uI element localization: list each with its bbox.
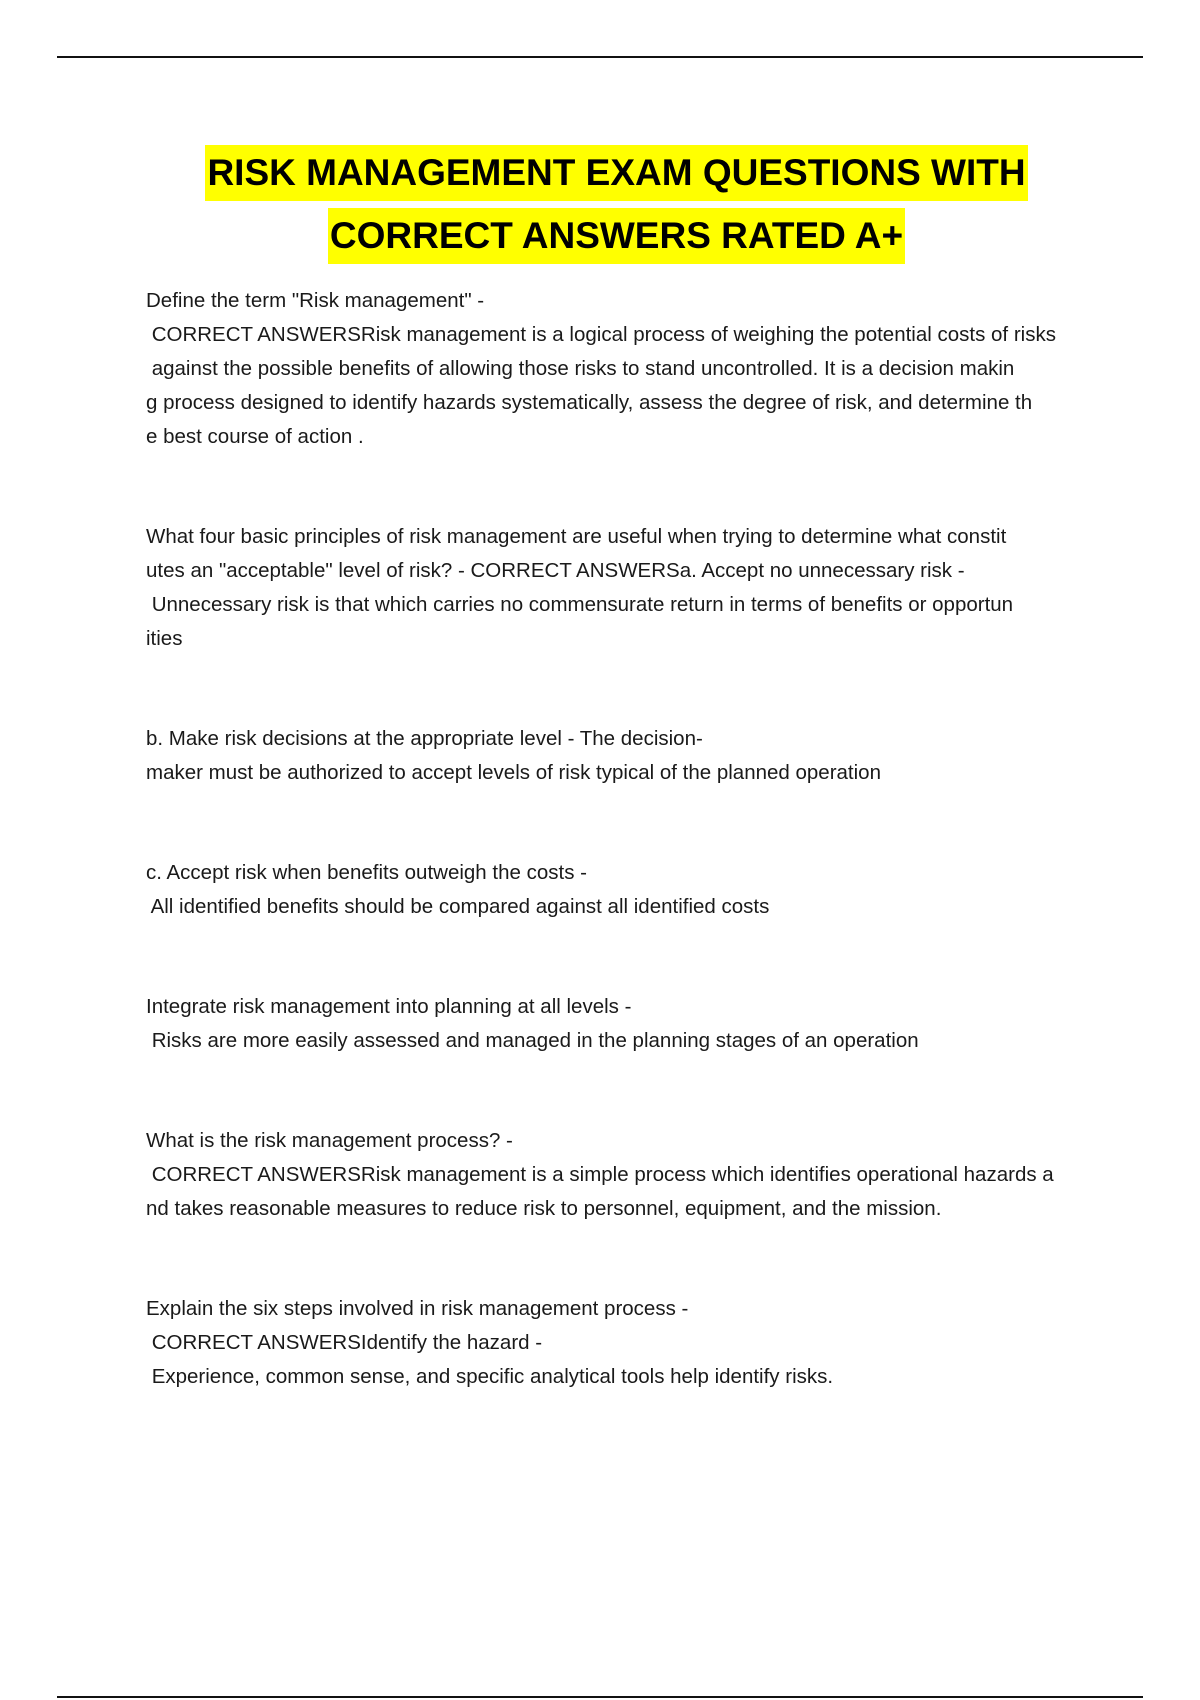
document-body [146,284,1106,1394]
text-line: What is the risk management process? - [146,1129,513,1152]
text-line: CORRECT ANSWERSRisk management is a simple process which identifies operational hazards a [146,1163,1054,1186]
block-spacer [146,656,1106,722]
text-line: CORRECT ANSWERSRisk management is a logical process of weighing the potential costs of risks [146,323,1056,346]
footer-rule [57,1696,1143,1698]
qa-block-four-principles [146,520,1106,656]
qa-block-principle-c [146,856,1106,924]
text-line: Integrate risk management into planning at all levels - [146,995,632,1018]
text-line: maker must be authorized to accept levels of risk typical of the planned operation [146,761,881,784]
text-line: All identified benefits should be compared against all identified costs [146,895,770,918]
text-line: against the possible benefits of allowing those risks to stand uncontrolled. It is a decision makin [146,357,1015,380]
block-spacer [146,790,1106,856]
text-line: g process designed to identify hazards systematically, assess the degree of risk, and determine th [146,391,1033,414]
qa-block-integrate-planning [146,990,1106,1058]
text-line: Unnecessary risk is that which carries no commensurate return in terms of benefits or opportun [146,593,1014,616]
qa-block-principle-b [146,722,1106,790]
text-line: Experience, common sense, and specific analytical tools help identify risks. [146,1365,834,1388]
block-spacer [146,1226,1106,1292]
text-line: b. Make risk decisions at the appropriate level - The decision- [146,727,703,750]
document-title [0,145,1200,271]
qa-block-process [146,1124,1106,1226]
text-line: e best course of action . [146,425,364,448]
text-line: ities [146,627,183,650]
block-spacer [146,1058,1106,1124]
text-line: nd takes reasonable measures to reduce risk to personnel, equipment, and the mission. [146,1197,942,1220]
text-line: CORRECT ANSWERSIdentify the hazard - [146,1331,543,1354]
title-line-1: RISK MANAGEMENT EXAM QUESTIONS WITH [205,145,1027,201]
text-line: c. Accept risk when benefits outweigh the costs - [146,861,587,884]
text-line: Risks are more easily assessed and managed in the planning stages of an operation [146,1029,919,1052]
header-rule [57,56,1143,58]
text-line: utes an "acceptable" level of risk? - CORRECT ANSWERSa. Accept no unnecessary risk - [146,559,965,582]
qa-block-define-risk-management [146,284,1106,454]
title-line-2: CORRECT ANSWERS RATED A+ [328,208,905,264]
text-line: What four basic principles of risk management are useful when trying to determine what constit [146,525,1007,548]
block-spacer [146,454,1106,520]
text-line: Define the term "Risk management" - [146,289,485,312]
qa-block-six-steps [146,1292,1106,1394]
text-line: Explain the six steps involved in risk management process - [146,1297,689,1320]
block-spacer [146,924,1106,990]
